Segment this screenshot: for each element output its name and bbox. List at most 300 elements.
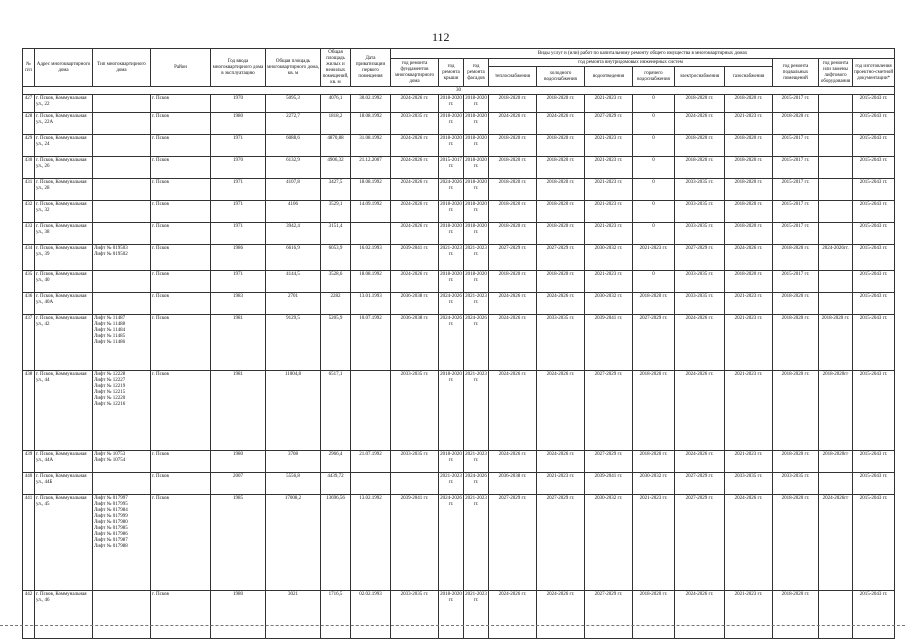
foundation-repair: 2024-2026 гг. — [391, 223, 439, 245]
privatization-date — [351, 473, 391, 495]
heating-repair: 2018-2020 гг. — [489, 95, 537, 113]
electric-repair: 2018-2020 гг. — [675, 135, 725, 157]
table-row — [23, 245, 895, 271]
roof-repair: 2018-2020 гг. — [439, 271, 464, 293]
district: г. Псков — [151, 371, 211, 451]
total-area: 2272,7 — [266, 113, 321, 135]
roof-repair: 2024-2026 гг. — [439, 179, 464, 201]
building-type — [93, 223, 151, 245]
total-area: 9129,5 — [266, 315, 321, 371]
basement-repair: 2018-2020 гг. — [773, 495, 819, 591]
year-built: 1983 — [211, 293, 266, 315]
district: г. Псков — [151, 451, 211, 473]
header-privatization-date: Дата приватизации первого помещения — [351, 49, 391, 87]
total-area: 17008,2 — [266, 495, 321, 591]
table-row — [23, 95, 895, 113]
privatization-date: 31.08.1992 — [351, 135, 391, 157]
heating-repair: 2018-2020 гг. — [489, 157, 537, 179]
heating-repair: 2024-2026 гг. — [489, 113, 537, 135]
header-district: Район — [151, 49, 211, 87]
header-heat: теплоснабжения — [489, 67, 537, 87]
year-built: 1980 — [211, 113, 266, 135]
coldwater-repair: 2018-2020 гг. — [537, 179, 585, 201]
address: г. Псков, Коммунальная ул., 24 — [35, 135, 93, 157]
design-docs: 2015-2043 гг. — [853, 495, 895, 591]
lift-number: Лифт № 12216 — [94, 401, 126, 407]
lift-repair: 2024-2026гг — [819, 495, 853, 591]
header-design: год изготовления проектно-сметной документации* — [853, 59, 895, 87]
residential-area: 2966,4 — [321, 451, 351, 473]
electric-repair: 2027-2029 гг. — [675, 473, 725, 495]
building-type — [93, 451, 151, 473]
sewer-repair: 2030-2032 гг. — [585, 293, 633, 315]
electric-repair: 2018-2020 гг. — [675, 157, 725, 179]
hotwater-repair: 0 — [633, 201, 675, 223]
electric-repair: 2033-2035 гг. — [675, 271, 725, 293]
table-row — [23, 179, 895, 201]
address: г. Псков, Коммунальная ул., 39 — [35, 245, 93, 271]
header-address: Адрес многоквартирного дома — [35, 49, 93, 87]
foundation-repair: 2033-2035 гг. — [391, 371, 439, 451]
electric-repair: 2018-2020 гг. — [675, 95, 725, 113]
coldwater-repair: 2021-2023 гг. — [537, 473, 585, 495]
total-area: 11004,8 — [266, 371, 321, 451]
lift-number: Лифт № 017980 — [94, 519, 128, 525]
residential-area: 4906,32 — [321, 157, 351, 179]
header-hotwater: горячего водоснабжения — [633, 67, 675, 87]
year-built: 1970 — [211, 95, 266, 113]
basement-repair: 2015-2017 гг. — [773, 157, 819, 179]
table-row — [23, 223, 895, 245]
facade-repair: 2021-2023 гг. — [464, 293, 489, 315]
design-docs: 2015-2043 гг. — [853, 473, 895, 495]
header-gas: газоснабжения — [725, 67, 773, 87]
heating-repair: 2024-2026 гг. — [489, 591, 537, 639]
table-body — [23, 95, 895, 639]
building-type — [93, 591, 151, 639]
header-group-title: Виды услуг и (или) работ по капитальному ремонту общего имущества в многоквартирных домах — [391, 49, 895, 59]
address: г. Псков, Коммунальная ул., 46 — [35, 591, 93, 639]
building-type — [93, 201, 151, 223]
building-type — [93, 271, 151, 293]
row-number: 429 — [23, 135, 35, 157]
district: г. Псков — [151, 113, 211, 135]
lift-number: Лифт № 017984 — [94, 507, 128, 513]
column-number-row: 30 — [23, 87, 895, 95]
repair-schedule-table — [22, 48, 895, 639]
roof-repair: 2024-2026 гг. — [439, 315, 464, 371]
heating-repair: 2024-2026 гг. — [489, 293, 537, 315]
row-number: 435 — [23, 271, 35, 293]
table-row — [23, 315, 895, 371]
design-docs: 2015-2043 гг. — [853, 371, 895, 451]
foundation-repair: 2039-2041 гг. — [391, 495, 439, 591]
heating-repair: 2018-2020 гг. — [489, 201, 537, 223]
address: г. Псков, Коммунальная ул., 44Б — [35, 473, 93, 495]
coldwater-repair: 2018-2020 гг. — [537, 157, 585, 179]
gas-repair: 2018-2020 гг. — [725, 179, 773, 201]
residential-area: 3151,4 — [321, 223, 351, 245]
design-docs: 2015-2043 гг. — [853, 315, 895, 371]
total-area: 5556,8 — [266, 473, 321, 495]
lift-number: Лифт № 017997 — [94, 495, 128, 501]
gas-repair: 2018-2020 гг. — [725, 135, 773, 157]
coldwater-repair: 2024-2026 гг. — [537, 451, 585, 473]
year-built: 1985 — [211, 495, 266, 591]
table-row — [23, 371, 895, 451]
district: г. Псков — [151, 271, 211, 293]
heating-repair: 2018-2020 гг. — [489, 179, 537, 201]
lift-repair — [819, 201, 853, 223]
address: г. Псков, Коммунальная ул., 44 — [35, 371, 93, 451]
hotwater-repair: 2018-2020 гг. — [633, 591, 675, 639]
coldwater-repair: 2024-2026 гг. — [537, 113, 585, 135]
privatization-date: 13.01.1993 — [351, 293, 391, 315]
table-row — [23, 495, 895, 591]
heating-repair: 2024-2026 гг. — [489, 371, 537, 451]
district: г. Псков — [151, 245, 211, 271]
lift-repair — [819, 113, 853, 135]
year-built: 2007 — [211, 473, 266, 495]
electric-repair: 2024-2026 гг. — [675, 371, 725, 451]
address: г. Псков, Коммунальная ул., 38 — [35, 223, 93, 245]
lift-number: Лифт № 12215 — [94, 389, 126, 395]
coldwater-repair: 2018-2020 гг. — [537, 95, 585, 113]
year-built: 1971 — [211, 271, 266, 293]
address: г. Псков, Коммунальная ул., 22 — [35, 95, 93, 113]
row-number: 431 — [23, 179, 35, 201]
lift-repair — [819, 135, 853, 157]
design-docs: 2015-2043 гг. — [853, 113, 895, 135]
year-built: 1971 — [211, 179, 266, 201]
row-number: 427 — [23, 95, 35, 113]
header-num: № п/п — [23, 49, 35, 87]
lift-number: Лифт № 017988 — [94, 543, 128, 549]
residential-area: 6053,9 — [321, 245, 351, 271]
address: г. Псков, Коммунальная ул., 22А — [35, 113, 93, 135]
electric-repair: 2024-2026 гг. — [675, 113, 725, 135]
lift-number: Лифт № 019503 — [94, 245, 128, 251]
gas-repair: 2021-2023 гг. — [725, 293, 773, 315]
privatization-date: 10.07.1992 — [351, 315, 391, 371]
residential-area: 3529,1 — [321, 201, 351, 223]
foundation-repair: 2033-2035 гг. — [391, 591, 439, 639]
lift-repair — [819, 293, 853, 315]
foundation-repair: 2036-2038 гг. — [391, 315, 439, 371]
row-number: 441 — [23, 495, 35, 591]
design-docs: 2015-2043 гг. — [853, 271, 895, 293]
residential-area: 4439,72 — [321, 473, 351, 495]
gas-repair: 2024-2026 гг. — [725, 495, 773, 591]
roof-repair: 2018-2020 гг. — [439, 95, 464, 113]
gas-repair: 2021-2023 гг. — [725, 371, 773, 451]
lift-number: Лифт № 017999 — [94, 513, 128, 519]
building-type — [93, 157, 151, 179]
foundation-repair: 2039-2041 гг. — [391, 245, 439, 271]
total-area: 3021 — [266, 591, 321, 639]
building-type — [93, 245, 151, 271]
roof-repair: 2021-2023 гг. — [439, 245, 464, 271]
residential-area: 13696,56 — [321, 495, 351, 591]
lift-number: Лифт № 11486 — [94, 339, 126, 345]
facade-repair: 2018-2020 гг. — [464, 201, 489, 223]
total-area: 4144,5 — [266, 271, 321, 293]
district: г. Псков — [151, 95, 211, 113]
lift-repair — [819, 271, 853, 293]
residential-area: 2282 — [321, 293, 351, 315]
building-type — [93, 95, 151, 113]
address: г. Псков, Коммунальная ул., 32 — [35, 201, 93, 223]
header-basement: год ремонта подвальных помещений — [773, 59, 819, 87]
hotwater-repair: 2018-2020 гг. — [633, 293, 675, 315]
total-area: 6616,9 — [266, 245, 321, 271]
lift-repair: 2018-2020гг — [819, 371, 853, 451]
row-number: 438 — [23, 371, 35, 451]
year-built: 1986 — [211, 245, 266, 271]
district: г. Псков — [151, 157, 211, 179]
basement-repair: 2015-2017 гг. — [773, 271, 819, 293]
foundation-repair: 2033-2035 гг. — [391, 113, 439, 135]
coldwater-repair: 2033-2035 гг. — [537, 315, 585, 371]
foundation-repair: 2024-2026 гг. — [391, 157, 439, 179]
lift-repair — [819, 591, 853, 639]
lift-number: Лифт № 11488 — [94, 321, 126, 327]
heating-repair: 2036-2038 гг. — [489, 473, 537, 495]
roof-repair: 2021-2023 гг. — [439, 473, 464, 495]
facade-repair: 2018-2020 гг. — [464, 179, 489, 201]
total-area: 5095,3 — [266, 95, 321, 113]
hotwater-repair: 0 — [633, 113, 675, 135]
basement-repair: 2018-2020 гг. — [773, 371, 819, 451]
gas-repair: 2018-2020 гг. — [725, 223, 773, 245]
facade-repair: 2024-2026 гг. — [464, 315, 489, 371]
privatization-date: 13.02.1992 — [351, 495, 391, 591]
basement-repair: 2018-2020 гг. — [773, 293, 819, 315]
heating-repair: 2024-2026 гг. — [489, 451, 537, 473]
hotwater-repair: 2018-2020 гг. — [633, 371, 675, 451]
header-sewer: водоотведения — [585, 67, 633, 87]
building-type — [93, 371, 151, 451]
total-area: 4107,8 — [266, 179, 321, 201]
lift-number: Лифт № 017986 — [94, 531, 128, 537]
foundation-repair — [391, 473, 439, 495]
roof-repair: 2024-2026 гг. — [439, 495, 464, 591]
gas-repair: 2021-2023 гг. — [725, 315, 773, 371]
heating-repair: 2027-2029 гг. — [489, 245, 537, 271]
roof-repair: 2018-2020 гг. — [439, 371, 464, 451]
facade-repair: 2018-2020 гг. — [464, 157, 489, 179]
gas-repair: 2021-2023 гг. — [725, 113, 773, 135]
lift-repair — [819, 473, 853, 495]
lift-repair — [819, 223, 853, 245]
header-year: Год ввода многоквартирного дома в эксплуатацию — [211, 49, 266, 87]
foundation-repair: 2033-2035 гг. — [391, 451, 439, 473]
basement-repair: 2015-2017 гг. — [773, 95, 819, 113]
district: г. Псков — [151, 293, 211, 315]
sewer-repair: 2030-2032 гг. — [585, 495, 633, 591]
coldwater-repair: 2027-2029 гг. — [537, 495, 585, 591]
sewer-repair: 2039-2041 гг. — [585, 315, 633, 371]
header-foundation: год ремонта фундаментов многоквартирного дома — [391, 59, 439, 87]
table-row — [23, 293, 895, 315]
header-coldwater: холодного водоснабжения — [537, 67, 585, 87]
header-systems: год ремонта внутридомовых инженерных систем — [489, 59, 773, 67]
district: г. Псков — [151, 201, 211, 223]
roof-repair: 2018-2020 гг. — [439, 451, 464, 473]
facade-repair: 2018-2020 гг. — [464, 223, 489, 245]
privatization-date: 02.02.1993 — [351, 591, 391, 639]
roof-repair: 2018-2020 гг. — [439, 201, 464, 223]
table-row — [23, 157, 895, 179]
design-docs: 2015-2043 гг. — [853, 95, 895, 113]
coldwater-repair: 2024-2026 гг. — [537, 371, 585, 451]
gas-repair: 2033-2035 гг. — [725, 473, 773, 495]
design-docs: 2015-2043 гг. — [853, 157, 895, 179]
heating-repair: 2018-2020 гг. — [489, 135, 537, 157]
basement-repair: 2015-2017 гг. — [773, 223, 819, 245]
lift-number: Лифт № 11484 — [94, 327, 126, 333]
sewer-repair: 2027-2029 гг. — [585, 371, 633, 451]
building-type — [93, 293, 151, 315]
year-built: 1971 — [211, 223, 266, 245]
heating-repair: 2018-2020 гг. — [489, 271, 537, 293]
electric-repair: 2024-2026 гг. — [675, 315, 725, 371]
electric-repair: 2033-2035 гг. — [675, 293, 725, 315]
privatization-date: 21.12.2007 — [351, 157, 391, 179]
basement-repair: 2018-2020 гг. — [773, 591, 819, 639]
gas-repair: 2018-2020 гг. — [725, 157, 773, 179]
hotwater-repair: 0 — [633, 135, 675, 157]
sewer-repair: 2030-2032 гг. — [585, 245, 633, 271]
lift-number: Лифт № 11487 — [94, 315, 126, 321]
basement-repair: 2033-2035 гг. — [773, 473, 819, 495]
sewer-repair: 2021-2023 гг. — [585, 135, 633, 157]
header-facade: год ремонта фасадов — [464, 59, 489, 87]
facade-repair: 2018-2020 гг. — [464, 113, 489, 135]
design-docs: 2015-2043 гг. — [853, 135, 895, 157]
lift-repair: 2018-2020 гг. — [819, 315, 853, 371]
coldwater-repair: 2018-2020 гг. — [537, 135, 585, 157]
district: г. Псков — [151, 473, 211, 495]
sewer-repair: 2021-2023 гг. — [585, 271, 633, 293]
electric-repair: 2027-2029 гг. — [675, 245, 725, 271]
district: г. Псков — [151, 135, 211, 157]
design-docs: 2015-2043 гг. — [853, 591, 895, 639]
year-built: 1970 — [211, 157, 266, 179]
hotwater-repair: 0 — [633, 157, 675, 179]
gas-repair: 2024-2026 гг. — [725, 245, 773, 271]
design-docs: 2015-2043 гг. — [853, 293, 895, 315]
lift-number: Лифт № 017987 — [94, 537, 128, 543]
lift-repair — [819, 179, 853, 201]
hotwater-repair: 2027-2029 гг. — [633, 315, 675, 371]
facade-repair: 2024-2026 гг. — [464, 473, 489, 495]
year-built: 1981 — [211, 371, 266, 451]
roof-repair: 2018-2020 гг. — [439, 113, 464, 135]
residential-area: 6517,1 — [321, 371, 351, 451]
row-number: 432 — [23, 201, 35, 223]
residential-area: 5205,9 — [321, 315, 351, 371]
lift-repair — [819, 95, 853, 113]
coldwater-repair: 2024-2026 гг. — [537, 293, 585, 315]
residential-area: 4076,1 — [321, 95, 351, 113]
roof-repair: 2018-2020 гг. — [439, 591, 464, 639]
coldwater-repair: 2018-2020 гг. — [537, 201, 585, 223]
address: г. Псков, Коммунальная ул., 28 — [35, 179, 93, 201]
coldwater-repair: 2024-2026 гг. — [537, 591, 585, 639]
building-type — [93, 473, 151, 495]
foundation-repair: 2024-2026 гг. — [391, 179, 439, 201]
basement-repair: 2018-2020 гг. — [773, 451, 819, 473]
district: г. Псков — [151, 223, 211, 245]
privatization-date: 30.02.1992 — [351, 95, 391, 113]
lift-number: Лифт № 017995 — [94, 501, 128, 507]
privatization-date: 16.02.1993 — [351, 245, 391, 271]
facade-repair: 2018-2020 гг. — [464, 95, 489, 113]
roof-repair: 2018-2020 гг. — [439, 223, 464, 245]
header-total-area: Общая площадь многоквартирного дома, кв. м — [266, 49, 321, 87]
sewer-repair: 2027-2029 гг. — [585, 113, 633, 135]
year-built: 1980 — [211, 591, 266, 639]
design-docs: 2015-2043 гг. — [853, 245, 895, 271]
facade-repair: 2018-2020 гг. — [464, 135, 489, 157]
lift-number: Лифт № 017985 — [94, 525, 128, 531]
basement-repair: 2018-2020 гг. — [773, 245, 819, 271]
design-docs: 2015-2043 гг. — [853, 201, 895, 223]
header-lift: год ремонта или замены лифтового оборудования — [819, 59, 853, 87]
hotwater-repair: 2018-2020 гг. — [633, 451, 675, 473]
row-number: 439 — [23, 451, 35, 473]
lift-number: Лифт № 12219 — [94, 383, 126, 389]
total-area: 6088,6 — [266, 135, 321, 157]
year-built: 1980 — [211, 451, 266, 473]
year-built: 1971 — [211, 135, 266, 157]
basement-repair: 2015-2017 гг. — [773, 179, 819, 201]
facade-repair: 2021-2023 гг. — [464, 495, 489, 591]
foundation-repair: 2024-2026 гг. — [391, 135, 439, 157]
hotwater-repair: 0 — [633, 95, 675, 113]
year-built: 1981 — [211, 315, 266, 371]
hotwater-repair: 2030-2032 гг. — [633, 473, 675, 495]
roof-repair: 2018-2020 гг. — [439, 135, 464, 157]
building-type — [93, 179, 151, 201]
sewer-repair: 2021-2023 гг. — [585, 157, 633, 179]
page-number: 112 — [432, 30, 450, 44]
privatization-date: 21.07.1992 — [351, 451, 391, 473]
address: г. Псков, Коммунальная ул., 45 — [35, 495, 93, 591]
basement-repair: 2018-2020 гг. — [773, 113, 819, 135]
sewer-repair: 2021-2023 гг. — [585, 179, 633, 201]
electric-repair: 2033-2035 гг. — [675, 179, 725, 201]
heating-repair: 2027-2029 гг. — [489, 495, 537, 591]
facade-repair: 2021-2023 гг. — [464, 451, 489, 473]
lift-repair: 2024-2026гг. — [819, 245, 853, 271]
sewer-repair: 2021-2023 гг. — [585, 95, 633, 113]
lift-repair: 2018-2020гг — [819, 451, 853, 473]
coldwater-repair: 2018-2020 гг. — [537, 223, 585, 245]
electric-repair: 2024-2026 гг. — [675, 591, 725, 639]
lift-number: Лифт № 11485 — [94, 333, 126, 339]
residential-area: 4870,88 — [321, 135, 351, 157]
hotwater-repair: 2021-2023 гг. — [633, 495, 675, 591]
design-docs: 2015-2043 гг. — [853, 179, 895, 201]
table-row — [23, 591, 895, 639]
electric-repair: 2033-2035 гг. — [675, 201, 725, 223]
building-type — [93, 315, 151, 371]
district: г. Псков — [151, 591, 211, 639]
building-type — [93, 113, 151, 135]
privatization-date: 18.08.1992 — [351, 271, 391, 293]
